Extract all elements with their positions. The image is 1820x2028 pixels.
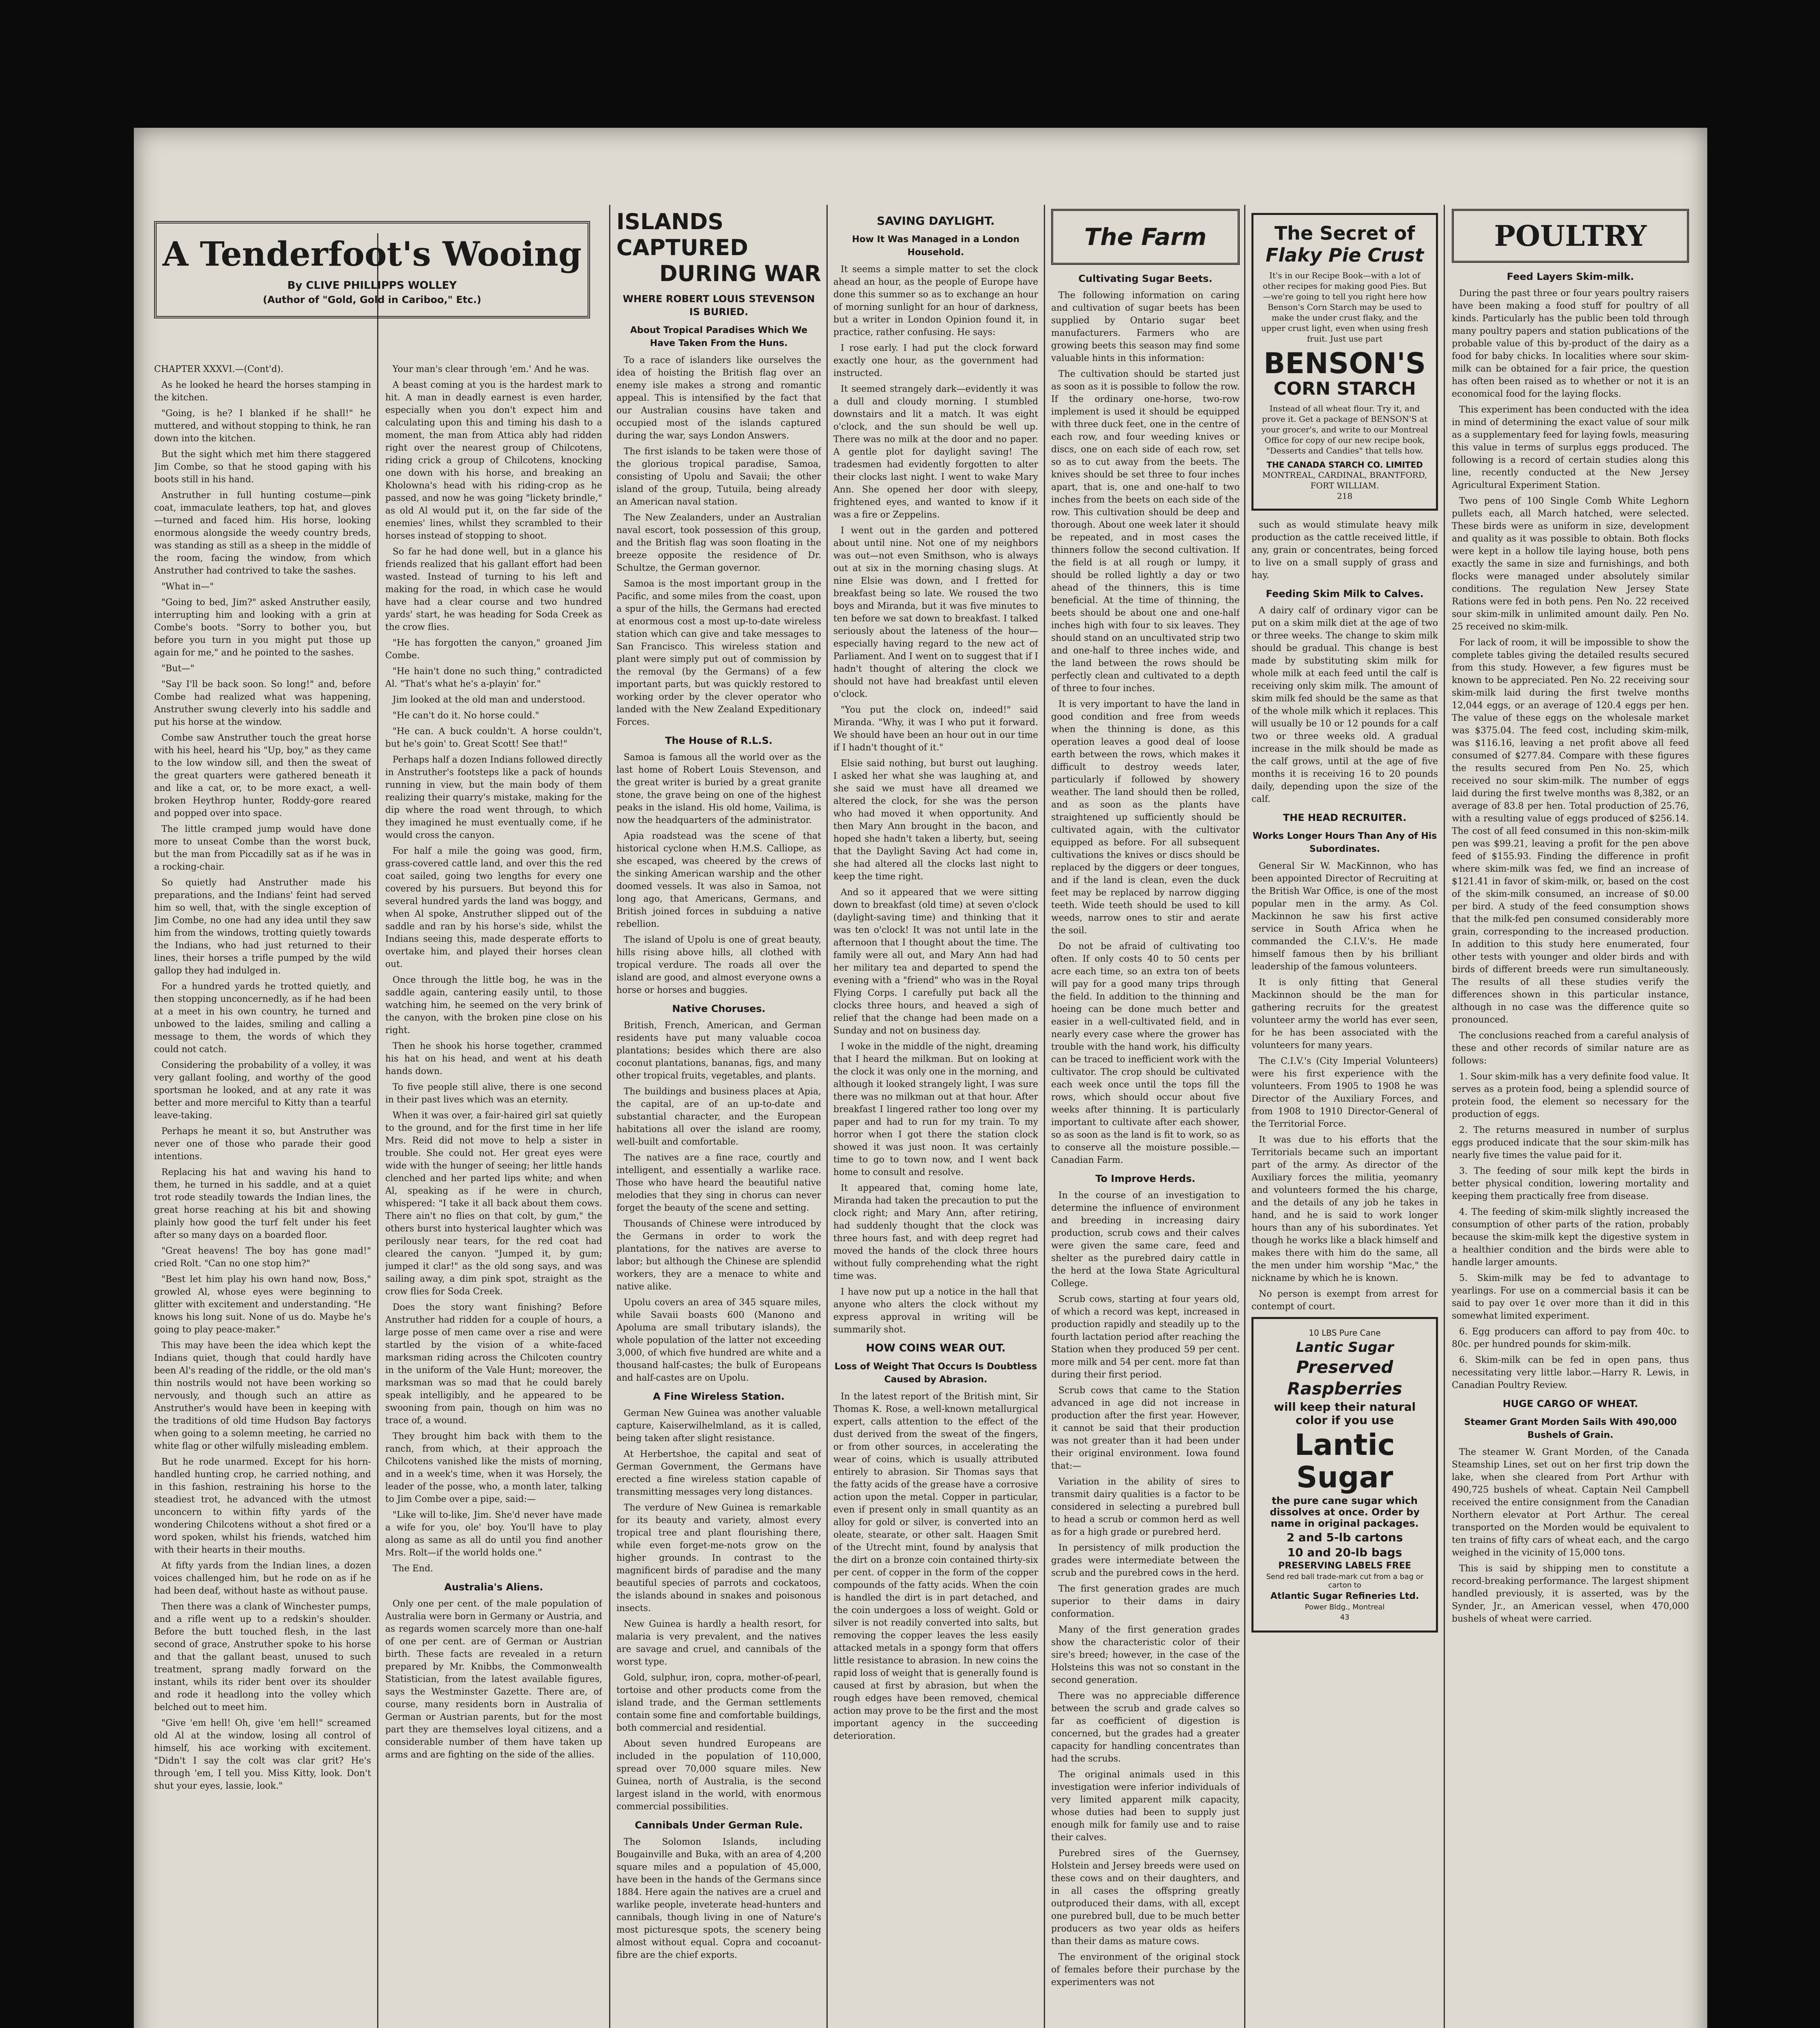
islands-deck: About Tropical Paradises Which We Have Taken From the Huns. <box>630 325 808 348</box>
story-paragraph: Then he shook his horse together, crammed his hat on his head, and went at his death hands down. <box>385 1041 602 1076</box>
rls-paragraph: The island of Upolu is one of great beauty, hills rising above hills, all clothed with tropical verdure. The roads all over the island are good, and almost everyone owns a horse or horses and buggies. <box>616 935 821 995</box>
story-title: A Tenderfoot's Wooing <box>162 235 582 274</box>
chapter-heading: CHAPTER XXXVI.—(Cont'd). <box>154 364 283 374</box>
herds-paragraph: The original animals used in this investigation were inferior individuals of very limited apparent milk capacity, whose duties had been to supply just enough milk for family use and to raise their calves. <box>1051 1770 1240 1843</box>
islands-paragraph: To a race of islanders like ourselves the idea of hoisting the British flag over an enemy isle makes a strong and romantic appeal. This is intensified by the fact that our Australian cousins have taken and occupied most of the islands captured during the war, says London Answers. <box>616 355 821 441</box>
poultry-paragraph: 5. Skim-milk may be fed to advantage to yearlings. For use on a commercial basis it can be said to pay over 1¢ over more than it did in this somewhat limited experiment. <box>1452 1273 1689 1321</box>
story-paragraph: "Great heavens! The boy has gone mad!" cried Rolt. "Can no one stop him?" <box>154 1246 371 1269</box>
herds-paragraph: Variation in the ability of sires to transmit dairy qualities is a factor to be considered in selecting a purebred bull to head a scrub or common herd as well as for a high grade or purebred herd. <box>1051 1477 1240 1537</box>
story-paragraph: "Going, is he? I blanked if he shall!" he muttered, and without stopping to think, he ran down into the kitchen. <box>154 408 371 444</box>
herds-paragraph: Scrub cows that came to the Station advanced in age did not increase in production after the first year. However, it cannot be said that their production was not greater than it had been under their original environment. Iowa found that:— <box>1051 1386 1240 1471</box>
story-paragraph: They brought him back with them to the ranch, from which, at their approach the Chilcotens vanished like the mists of morning, and in a week's time, when it was Horsely, the leader of the posse, who, a month later, talking to Jim Combe over a pipe, said:— <box>385 1431 602 1504</box>
farm-banner <box>1051 209 1240 265</box>
story-paragraph: "He can. A buck couldn't. A horse couldn't, but he's goin' to. Great Scott! See that!" <box>385 726 602 749</box>
benson-brand: BENSON'S <box>1263 347 1426 380</box>
lantic-box-label: 10 LBS Pure Cane <box>1309 1328 1381 1338</box>
story-paragraph: So far he had done well, but in a glance his friends realized that his gallant effort had been wasted. Instead of turning to his left and making for the road, in which case he would have had a clear course and two hundred yards' start, he was heading for Soda Creek as the crow flies. <box>385 547 602 632</box>
poultry-column <box>1452 209 1689 2028</box>
natives-title: Native Choruses. <box>672 1003 766 1014</box>
story-title-box <box>154 221 590 318</box>
daylight-deck: How It Was Managed in a London Household. <box>852 234 1019 258</box>
poultry-banner-title: POULTRY <box>1494 219 1647 253</box>
piecrust-body: It's in our Recipe Book—with a lot of other recipes for making good Pies. But—we're going to tell you right here how Benson's Corn Starch may be used to make the under crust flaky, and the upper crust light, even when using fresh fruit. Just use part <box>1261 271 1429 344</box>
story-paragraph: For a hundred yards he trotted quietly, and then stopping unconcernedly, as if he had been at a meet in his own country, he turned and unbowed to the laides, smiling and calling a message to them, the words of which they could not catch. <box>154 982 371 1055</box>
natives-paragraph: The buildings and business places at Apia, the capital, are of an up-to-date and substantial character, and the European habitations all over the island are roomy, well-built and comfortable. <box>616 1087 821 1147</box>
story-paragraph: To five people still alive, there is one second in their past lives which was an eternity. <box>385 1082 602 1105</box>
poultry-banner <box>1452 209 1689 263</box>
calves-title: Feeding Skim Milk to Calves. <box>1266 588 1424 599</box>
benson-ad <box>1251 213 1438 511</box>
islands-paragraph: Samoa is the most important group in the Pacific, and some miles from the coast, upon a spur of the hills, the Germans had erected at enormous cost a most up-to-date wireless station which can give and take messages to San Francisco. This wireless station and plant were simply put out of commission by the removal (by the Germans) of a few important parts, but was quickly restored to working order by the clever operator who landed with the New Zealand Expeditionary Forces. <box>616 579 821 727</box>
story-paragraph: "Give 'em hell! Oh, give 'em hell!" screamed old Al at the window, losing all control of himself, his ace working with excitement. "Didn't I say the colt was clar grit? He's through 'em, I tell you. Miss Kitty, look. Don't shut your eyes, lassie, look." <box>154 1718 371 1791</box>
herds-paragraph: The environment of the original stock of females before their purchase by the experimenters was not <box>1051 1952 1240 1987</box>
daylight-paragraph: It appeared that, coming home late, Miranda had taken the precaution to put the clock right; and Mary Ann, after retiring, had suddenly thought that the clock was three hours fast, and with deep regret had moved the hands of the clock three hours without fully comprehending what the right time was. <box>833 1183 1038 1281</box>
wireless-paragraph: New Guinea is hardly a health resort, for malaria is very prevalent, and the natives are savage and cruel, and cannibals of the worst type. <box>616 1619 821 1667</box>
lantic-line1: Preserved <box>1296 1357 1393 1377</box>
poultry-paragraph: 3. The feeding of sour milk kept the birds in better physical condition, lowering mortality and keeping them practically free from disease. <box>1452 1166 1689 1201</box>
newspaper-page <box>134 128 1707 2028</box>
story-paragraph: Does the story want finishing? Before Anstruther had ridden for a couple of hours, a large posse of men came over a rise and were startled by the vision of a white-faced marksman riding across the Chilcoten country in the uniform of the Vale Hunt; moreover, the marksman was so mad that he could barely speak intelligibly, and he appeared to be swooning from pain, though on him was no trace of, a wound. <box>385 1302 602 1426</box>
farm-banner-title: The Farm <box>1084 223 1207 251</box>
daylight-paragraph: "You put the clock on, indeed!" said Miranda. "Why, it was I who put it forward. We should have been an hour out in our time if I hadn't thought of it." <box>833 705 1038 753</box>
story-paragraph: "Going to bed, Jim?" asked Anstruther easily, interrupting him and looking with a grin at Combe's boots. "Sorry to bother you, but before you turn in you might put those up again for me," and he pointed to the sashes. <box>154 597 371 658</box>
story-paragraph: Perhaps half a dozen Indians followed directly in Anstruther's footsteps like a pack of hounds running in view, but the main body of them realizing their quarry's mistake, making for the dip where the road went through, to which they imagined he must eventually come, if he would cross the canyon. <box>385 755 602 840</box>
coins-deck: Loss of Weight That Occurs Is Doubtless Caused by Abrasion. <box>834 1362 1037 1385</box>
story-paragraph: But he rode unarmed. Except for his horn-handled hunting crop, he carried nothing, and in this fashion, restraining his horse to the steadiest trot, he advanced with the utmost unconcern to within fifty yards of the wondering Chilcotens without a shot fired or a word spoken, whilst his friends, watched him with their hearts in their mouths. <box>154 1457 371 1555</box>
wireless-paragraph: About seven hundred Europeans are included in the population of 110,000, spread over 70,000 square miles. New Guinea, north of Australia, is the second largest island in the world, with enormous commercial possibilities. <box>616 1739 821 1812</box>
story-paragraph: Perhaps he meant it so, but Anstruther was never one of those who parade their good intentions. <box>154 1126 371 1162</box>
natives-paragraph: British, French, American, and German residents have put many valuable cocoa plantations; besides which there are also coconut plantations, bananas, figs, and many other tropical fruits, vegetables, and plants. <box>616 1020 821 1081</box>
daylight-column <box>833 209 1038 2028</box>
story-paragraph: The little cramped jump would have done more to unseat Combe than the worst buck, but the man from Piccadilly sat as if he was in a rocking-chair. <box>154 824 371 872</box>
story-paragraph: When it was over, a fair-haired girl sat quietly to the ground, and for the first time in her life Mrs. Reid did not move to help a sister in trouble. She could not. Her great eyes were wide with the hunger of seeing; her little hands clenched and her parted lips white; and when Al, speaking as if he were in church, whispered: "I take it all back about them cows. There ain't no flies on that colt, by gum," the others burst into hysterical laughter which was perilously near tears, for the red coat had cleared the canyon. "Jumped it, by gum; jumped it clar!" as the old song says, and was sailing away, a dim pink spot, straight as the crow flies for Soda Creek. <box>385 1111 602 1297</box>
story-credit: (Author of "Gold, Gold in Cariboo," Etc.) <box>263 294 481 305</box>
daylight-paragraph: I woke in the middle of the night, dreaming that I heard the milkman. But on looking at the clock it was only one in the morning, and although it looked strangely light, I was sure there was no milkman out at that hour. After breakfast I lingered rather too long over my paper and had to run for my train. To my horror when I got there the station clock showed it was just noon. It was certainly time to go to town now, and I went back home to consult and resolve. <box>833 1042 1038 1177</box>
daylight-paragraph: I went out in the garden and pottered about until nine. Not one of my neighbors was out—not even Smithson, who is always out at six in the morning chasing slugs. At nine Elsie was down, and I fretted for breakfast being so late. We roused the two boys and Miranda, but it was five minutes to ten before we sat down to breakfast. I talked seriously about the lateness of the hour—especially having regard to the new act of Parliament. And I went on to suggest that if I hadn't thought of altering the clock we should not have had breakfast until eleven o'clock. <box>833 526 1038 699</box>
benson-product: CORN STARCH <box>1273 378 1416 399</box>
piecrust-title-1: The Secret of <box>1274 222 1415 244</box>
coins-paragraph: In the latest report of the British mint, Sir Thomas K. Rose, a well-known metallurgical expert, calls attention to the effect of the dust derived from the sweat of the fingers, or from other sources, in accelerating the wear of coins, which is usually attributed entirely to abrasion. Sir Thomas says that the fatty acids of the grease have a corrosive action upon the metal. Copper in particular, even if present only in small quantity as an alloy for gold or silver, is converted into an oleate, stearate, or other salt. Haagen Smit of the Utrecht mint, found by analysis that the dirt on a bronze coin contained thirty-six per cent. of copper in the form of the copper compounds of the fatty acids. When the coin is handled the dirt is in part detached, and the coin undergoes a loss of weight. Gold or silver is not readily converted into salts, but removing the copper leaves the less easily attacked metals in a spongy form that offers little resistance to abrasion. In new coins the rapid loss of weight that is generally found is caused at first by abrasion, but when the rough edges have been removed, chemical action may prove to be the first and the most important agency in the succeeding deterioration. <box>833 1392 1038 1741</box>
recruiter-title: THE HEAD RECRUITER. <box>1283 812 1407 823</box>
daylight-paragraph: Elsie said nothing, but burst out laughing. I asked her what she was laughing at, and she said we must have all dreamed we altered the clock, for she was the person who had moved it when opportunity. And then Mary Ann brought in the bacon, and hoped she hadn't taken a liberty, but, seeing that the Daylight Saving Act had come in, she had altered all the clocks last night to keep the time right. <box>833 758 1038 882</box>
islands-title-1: ISLANDS CAPTURED <box>616 209 748 260</box>
beets-paragraph: The following information on caring and cultivation of sugar beets has been supplied by Ontario sugar beet manufacturers. Farmers who are growing beets this season may find some valuable hints in this information: <box>1051 290 1240 363</box>
recruiter-paragraph: The C.I.V.'s (City Imperial Volunteers) were his first experience with the volunteers. From 1905 to 1908 he was Director of the Auxiliary Forces, and from 1908 to 1910 Director-General of the Territorial Force. <box>1251 1056 1438 1129</box>
cannibals-paragraph: The Solomon Islands, including Bougainville and Buka, with an area of 4,200 square miles and a population of 45,000, have been in the hands of the Germans since 1884. Here again the natives are a cruel and warlike people, inveterate head-hunters and cannibals, though living in one of Nature's most picturesque spots, the scenery being almost without equal. Copra and cocoanut-fibre are the chief exports. <box>616 1837 821 1960</box>
lantic-tagline: the pure cane sugar which dissolves at once. Order by name in original packages. <box>1270 1495 1420 1529</box>
lantic-sizes1: 2 and 5-lb cartons <box>1286 1531 1403 1544</box>
lantic-labels-note: Send red ball trade-mark cut from a bag or carton to <box>1266 1573 1423 1590</box>
herds-paragraph: In persistency of milk production the grades were intermediate between the scrub and the purebred cows in the herd. <box>1051 1543 1240 1578</box>
story-paragraph: "Say I'll be back soon. So long!" and, before Combe had realized what was happening, Anstruther swung cleverly into his saddle and put his horse at the window. <box>154 679 371 727</box>
poultry-paragraph: The conclusions reached from a careful analysis of these and other records of similar nature are as follows: <box>1452 1031 1689 1066</box>
poultry-title: Feed Layers Skim-milk. <box>1507 271 1634 282</box>
poultry-paragraph: 2. The returns measured in number of surplus eggs produced indicate that the sour skim-milk has nearly five times the value paid for it. <box>1452 1125 1689 1160</box>
herds-title: To Improve Herds. <box>1095 1173 1195 1184</box>
lantic-labels: PRESERVING LABELS FREE <box>1278 1561 1411 1571</box>
story-column-1 <box>154 363 371 2028</box>
herds-paragraph: There was no appreciable difference between the scrub and grade calves so far as coefficient of digestion is concerned, but the grades had a greater capacity for handling concentrates than had the scrubs. <box>1051 1691 1240 1764</box>
poultry-paragraph: 6. Skim-milk can be fed in open pans, thus necessitating very little labor.—Harry R. Lewis, in Canadian Poultry Review. <box>1452 1355 1689 1390</box>
islands-title-2: DURING WAR <box>659 261 821 286</box>
herds-paragraph: Purebred sires of the Guernsey, Holstein and Jersey breeds were used on these cows and on their daughters, and in all cases the offspring greatly outproduced their dams, with all, except one purebred bull, due to be much better producers as two year olds as heifers than their dams as mature cows. <box>1051 1848 1240 1946</box>
herds-paragraph: In the course of an investigation to determine the influence of environment and breeding in increasing dairy production, scrub cows and their calves were given the same care, feed and shelter as the purebred dairy cattle in the herd at the Iowa State Agricultural College. <box>1051 1190 1240 1289</box>
daylight-title: SAVING DAYLIGHT. <box>877 214 995 228</box>
herds-paragraph: Scrub cows, starting at four years old, of which a record was kept, increased in production rapidly and steadily up to the fourth lactation period after reaching the Station when they produced 59 per cent. more milk and 54 per cent. more fat than during their first period. <box>1051 1294 1240 1380</box>
story-byline: By CLIVE PHILLIPPS WOLLEY <box>287 279 457 292</box>
poultry-paragraph: 6. Egg producers can afford to pay from 40c. to 80c. per hundred pounds for skim-milk. <box>1452 1327 1689 1349</box>
islands-subhead: WHERE ROBERT LOUIS STEVENSON IS BURIED. <box>622 293 815 318</box>
poultry-paragraph: Two pens of 100 Single Comb White Leghorn pullets each, all March hatched, were selected. These birds were as uniform in size, development and quality as it was possible to obtain. Both flocks were kept in a hollow tile laying house, both pens exactly the same in size and furnishings, and both flocks were managed under absolutely similar conditions. The regulation New Jersey State Rations were fed in both pens. Pen No. 22 received sour skim-milk in unlimited amount daily. Pen No. 25 received no skim-milk. <box>1452 496 1689 632</box>
story-paragraph: But the sight which met him there staggered Jim Combe, so that he stood gaping with his boots still in his hand. <box>154 449 371 485</box>
daylight-paragraph: It seemed strangely dark—evidently it was a dull and cloudy morning. I stumbled downstairs and lit a match. It was eight o'clock, and the sun should be well up. There was no milk at the door and no paper. A gentle plot for daylight saving! The tradesmen had evidently forgotten to alter their clocks last night. I went to wake Mary Ann. She opened her door with sleepy, frightened eyes, and wanted to know if it was a fire or Zeppelins. <box>833 384 1038 520</box>
calves-paragraph: A dairy calf of ordinary vigor can be put on a skim milk diet at the age of two or three weeks. The change to skim milk should be gradual. This change is best made by substituting skim milk for whole milk at each feed until the calf is receiving only skim milk. The amount of skim milk fed should be the same as that of the whole milk which it replaces. This will usually be 10 or 12 pounds for a calf two or three weeks old. A gradual increase in the milk should be made as the calf grows, until at the age of five months it is receiving 16 to 20 pounds daily, depending upon the size of the calf. <box>1251 606 1438 804</box>
rls-title: The House of R.L.S. <box>665 735 773 746</box>
poultry-paragraph: 1. Sour skim-milk has a very definite food value. It serves as a protein food, being a splendid source of protein food, the element so necessary for the production of eggs. <box>1452 1072 1689 1119</box>
story-column-2 <box>385 363 602 2028</box>
story-paragraph: The End. <box>393 1564 434 1574</box>
cannibals-title: Cannibals Under German Rule. <box>635 1820 803 1831</box>
natives-paragraph: The natives are a fine race, courtly and intelligent, and essentially a warlike race. Those who have heard the beautiful native melodies that they sing in chorus can never forget the beauty of the scene and setting. <box>616 1153 821 1213</box>
ads-column <box>1251 209 1438 2028</box>
column-rule <box>826 205 828 2028</box>
daylight-paragraph: It seems a simple matter to set the clock ahead an hour, as the people of Europe have done this summer so as to exchange an hour of morning sunlight for an hour of darkness, but a writer in London Opinion found it, in practice, rather confusing. He says: <box>833 264 1038 337</box>
benson-cities: MONTREAL, CARDINAL, BRANTFORD, FORT WILLIAM. <box>1262 470 1427 490</box>
story-paragraph: Anstruther in full hunting costume—pink coat, immaculate leathers, top hat, and gloves—turned and faced him. His horse, looking enormous alongside the weedy country breds, was standing as still as a sheep in the middle of the room, facing the window, from which Anstruther had contrived to take the sashes. <box>154 490 371 576</box>
calves-lead: such as would stimulate heavy milk production as the cattle received little, if any, grain or concentrates, being forced to live on a small supply of grass and hay. <box>1251 520 1438 580</box>
lantic-company: Atlantic Sugar Refineries Ltd. <box>1270 1591 1419 1601</box>
wireless-title: A Fine Wireless Station. <box>653 1391 785 1402</box>
story-paragraph: As he looked he heard the horses stamping in the kitchen. <box>154 380 371 403</box>
islands-paragraph: The first islands to be taken were those of the glorious tropical paradise, Samoa, consisting of Upolu and Savaii; the other island of the group, Tutuila, being already an American naval station. <box>616 447 821 507</box>
daylight-paragraph: And so it appeared that we were sitting down to breakfast (old time) at seven o'clock (daylight-saving time) and thinking that it was ten o'clock! It was not until late in the afternoon that I thought about the time. The family were all out, and Mary Ann had had her military tea and departed to spend the evening with a "friend" who was in the Royal Flying Corps. I carefully put back all the clocks three hours, and heaved a sigh of relief that the change had been made on a Sunday and not on business day. <box>833 887 1038 1036</box>
islands-column <box>616 209 821 2028</box>
piecrust-title-2: Flaky Pie Crust <box>1265 244 1424 266</box>
lantic-brand: Lantic Sugar <box>1294 1428 1395 1494</box>
story-paragraph: "He can't do it. No horse could." <box>393 711 539 721</box>
story-paragraph: "But—" <box>161 664 195 674</box>
story-paragraph: "What in—" <box>161 582 214 592</box>
recruiter-paragraph: General Sir W. MacKinnon, who has been appointed Director of Recruiting at the British War Office, is one of the most popular men in the army. As Col. Mackinnon he saw his first active service in South Africa when he commanded the C.I.V.'s. He made himself famous then by his brilliant leadership of the famous volunteers. <box>1251 861 1438 972</box>
column-rule <box>1044 205 1045 2028</box>
recruiter-paragraph: It was due to his efforts that the Territorials became such an important part of the army. As director of the Auxiliary forces the militia, yeomanry and volunteers formed the his charge, and the details of any job he takes in hand, and he is said to work longer hours than any of his subordinates. Yet though he works like a black himself and makes there with him do the same, all the men under him worship "Mac," the nickname by which he is known. <box>1251 1135 1438 1283</box>
cargo-title: HUGE CARGO OF WHEAT. <box>1502 1398 1638 1409</box>
wireless-paragraph: At Herbertshoe, the capital and seat of German Government, the Germans have erected a fine wireless station capable of transmitting messages very long distances. <box>616 1449 821 1497</box>
natives-paragraph: Upolu covers an area of 345 square miles, while Savaii boasts 600 (Manono and Apoluma are small tributary islands), the whole population of the latter not exceeding 3,000, of which five hundred are white and a thousand half-castes; the bulk of Europeans and half-castes are on Upolu. <box>616 1298 821 1383</box>
column-rule <box>377 233 378 2028</box>
story-paragraph: Once through the little bog, he was in the saddle again, cantering easily until, to those watching him, he seemed on the very brink of the canyon, with the broken pine close on his right. <box>385 975 602 1035</box>
cargo-paragraph: This is said by shipping men to constitute a record-breaking performance. The largest shipment handled previously, it is asserted, was by the Synder, Jr., an American vessel, when 470,000 bushels of wheat were carried. <box>1452 1564 1689 1624</box>
lantic-sizes2: 10 and 20-lb bags <box>1287 1546 1402 1559</box>
story-paragraph: "He has forgotten the canyon," groaned Jim Combe. <box>385 638 602 661</box>
column-rule <box>1244 205 1245 2028</box>
cargo-deck: Steamer Grant Morden Sails With 490,000 Bushels of Grain. <box>1464 1417 1677 1440</box>
story-paragraph: Considering the probability of a volley, it was very gallant fooling, and worthy of the good sportsman he looked, and at any rate it was better and more merciful to Kitty than a tearful leave-taking. <box>154 1060 371 1121</box>
recruiter-paragraph: No person is exempt from arrest for contempt of court. <box>1251 1289 1438 1312</box>
lantic-code: 43 <box>1340 1613 1350 1622</box>
beets-paragraph: It is very important to have the land in good condition and free from weeds when the thinning is done, as this operation leaves a good deal of loose earth between the rows, which makes it difficult to destroy weeds later, particularly if followed by showery weather. The land should then be rolled, and as soon as the plants have straightened up sufficiently should be cultivated again, with the cultivator equipped as before. For all subsequent cultivations the knives or discs should be replaced by the diggers or deer tongues, and if the land is clean, even the duck feet may be replaced by narrow digging teeth. Wide teeth should be used to kill weeds, narrow ones to stir and aerate the soil. <box>1051 699 1240 936</box>
poultry-paragraph: 4. The feeding of skim-milk slightly increased the consumption of other parts of the ration, probably because the skim-milk kept the digestive system in a healthier condition and the birds were able to handle larger amounts. <box>1452 1207 1689 1268</box>
aliens-title: Australia's Aliens. <box>444 1581 543 1593</box>
wireless-paragraph: Gold, sulphur, iron, copra, mother-of-pearl, tortoise and other products come from the island trade, and the German settlements contain some fine and comfortable buildings, both commercial and residential. <box>616 1673 821 1733</box>
recruiter-paragraph: It is only fitting that General Mackinnon should be the man for gathering recruits for the greatest volunteer army the world has ever seen, for he has been associated with the volunteers for many years. <box>1251 977 1438 1051</box>
lantic-address: Power Bldg., Montreal <box>1305 1603 1385 1611</box>
beets-paragraph: Do not be afraid of cultivating too often. If only costs 40 to 50 cents per acre each time, so an extra ton of beets will pay for a good many trips through the field. In addition to the thinning and hoeing can be done much better and easier in a well-cultivated field, and in nearly every case where the grower has trouble with the hand work, his difficulty can be traced to inefficient work with the cultivator. The crop should be cultivated each week once until the tops fill the rows, which should occur about five weeks after thinning. It is particularly important to cultivate after each shower, so as soon as the land is fit to work, so as to conserve all the moisture possible.—Canadian Farm. <box>1051 941 1240 1165</box>
wireless-paragraph: The verdure of New Guinea is remarkable for its beauty and variety, almost every tropical tree and plant flourishing there, while even forget-me-nots grow on the higher grounds. In contrast to the magnificent birds of paradise and the many beautiful species of parrots and cockatoos, the islands abound in snakes and poisonous insects. <box>616 1503 821 1613</box>
rls-paragraph: Apia roadstead was the scene of that historical cyclone when H.M.S. Calliope, as she escaped, was cheered by the crews of the sinking American warship and the other doomed vessels. It was also in Samoa, not long ago, that Americans, Germans, and British joined forces in subduing a native rebellion. <box>616 831 821 929</box>
lantic-line2: Raspberries <box>1287 1379 1402 1399</box>
benson-company: THE CANADA STARCH CO. LIMITED <box>1266 460 1423 470</box>
story-paragraph: For half a mile the going was good, firm, grass-covered cattle land, and over this the red coat sailed, going two lengths for every one covered by his pursuers. But beyond this for several hundred yards the land was boggy, and when Al spoke, Anstruther slipped out of the saddle and ran by his horse's side, whilst the Indians seeing this, made desperate efforts to overtake him, and played their horses clean out. <box>385 846 602 969</box>
story-paragraph: So quietly had Anstruther made his preparations, and the Indians' feint had served him so well, that, with the single exception of Jim Combe, no one had any idea until they saw him from the windows, trotting quietly towards the Indians, who had just returned to their lines, their horses a trifle pumped by the wild gallop they had indulged in. <box>154 878 371 976</box>
lantic-ad <box>1251 1317 1438 1633</box>
column-rule <box>609 205 610 2028</box>
poultry-paragraph: During the past three or four years poultry raisers have been making a food stuff for poultry of all kinds. Particularly has the public been told through many poultry papers and station publications of the probable value of this by-product of the dairy as a food for baby chicks. In localities where sour skim-milk can be obtained for a fair price, the question has often been raised as to whether or not it is an economical food for the laying flocks. <box>1452 288 1689 399</box>
beets-paragraph: The cultivation should be started just as soon as it is possible to follow the row. If the ordinary one-horse, two-row implement is used it should be equipped with three duck feet, one in the centre of each row, and four weeding knives or discs, one on each side of each row, set so as to cut away from the beets. The knives should be set three to four inches apart, that is, one and one-half to two inches from the beets on each side of the row. This cultivation should be deep and thorough. About one week later it should be repeated, and in most cases the thinners follow the second cultivation. If the field is at all rough or lumpy, it should be rolled lightly a day or two ahead of the thinners, this is time beneficial. At the time of thinning, the beets should be about one and one-half inches high with four to six leaves. They should stand on an uncultivated strip two and one-half to three inches wide, and the land between the rows should be perfectly clean and cultivated to a depth of three to four inches. <box>1051 369 1240 694</box>
herds-paragraph: Many of the first generation grades show the characteristic color of their sire's breed; however, in the case of the Holsteins this was not so constant in the second generation. <box>1051 1625 1240 1685</box>
story-paragraph: Replacing his hat and waving his hand to them, he turned in his saddle, and at a quiet trot rode steadily towards the Indian lines, the great horse reaching at his bit and showing plainly how good the turf felt under his feet after so many days on a boarded floor. <box>154 1167 371 1240</box>
islands-paragraph: The New Zealanders, under an Australian naval escort, took possession of this group, and the British flag was soon floating in the breeze opposite the residence of Dr. Schultze, the German governor. <box>616 513 821 573</box>
herds-paragraph: The first generation grades are much superior to their dams in dairy conformation. <box>1051 1584 1240 1619</box>
beets-title: Cultivating Sugar Beets. <box>1078 273 1213 284</box>
poultry-paragraph: For lack of room, it will be impossible to show the complete tables giving the detailed results secured from this study. However, a few figures must be known to be appreciated. Pen No. 22 receiving sour skim-milk laid during the first twelve months 12,044 eggs, or an average of 120.4 eggs per hen. The value of these eggs on the wholesale market was $375.04. The feed cost, including skim-milk, was $116.16, leaving a net profit above all feed consumed of $277.84. Compare with these figures the results secured from Pen No. 25, which received no sour skim-milk. The number of eggs laid during the first twelve months was 8,382, or an average of 83.8 per hen. Total production of 25.76, with a resulting value of eggs produced of $256.14. The cost of all feed consumed in this non-skim-milk pen was $99.21, leaving a profit for the pen above feed of $155.93. Finding the difference in profit where skim-milk was fed, we find an increase of $121.41 in favor of skim-milk, or, based on the cost of the skim-milk consumed, an increase of $0.00 per bird. A study of the feed consumption shows that the milk-fed pen consumed considerably more grain, corresponding to the increased production. In addition to this study here enumerated, four other tests with younger and older birds and with birds of different breeds were run simultaneously. The results of all these studies verify the differences shown in this particular instance, although in no case was the difference quite so pronounced. <box>1452 638 1689 1025</box>
story-paragraph: At fifty yards from the Indian lines, a dozen voices challenged him, but he rode on as if he had been deaf, without haste as without pause. <box>154 1561 371 1596</box>
aliens-paragraph: Only one per cent. of the male population of Australia were born in Germany or Austria, and as regards women scarcely more than one-half of one per cent. are of German or Austrian birth. These facts are revealed in a return prepared by Mr. Knibbs, the Commonwealth Statistician, from the latest available figures, says the Westminster Gazette. There are, of course, many residents born in Australia of German or Austrian parents, but for the most part they are themselves loyal citizens, and a considerable number of them have taken up arms and are fighting on the side of the allies. <box>385 1599 602 1760</box>
cargo-paragraph: The steamer W. Grant Morden, of the Canada Steamship Lines, set out on her first trip down the lake, when she cleared from Port Arthur with 490,725 bushels of wheat. Captain Neil Campbell received the entire consignment from the Canadian Northern elevator at Port Arthur. The cereal transported on the Morden would be equivalent to ten trains of fifty cars of wheat each, and the cargo weighed in the vicinity of 15,000 tons. <box>1452 1447 1689 1558</box>
story-paragraph: Then there was a clank of Winchester pumps, and a rifle went up to a redskin's shoulder. Before the butt touched flesh, in the last second of grace, Anstruther spoke to his horse and that the gallant beast, unused to such treatment, sprang madly forward on the instant, whils its rider bent over its shoulder and rode it headlong into the volley which belched out to meet him. <box>154 1602 371 1712</box>
column-rule <box>1444 205 1445 2028</box>
daylight-paragraph: I rose early. I had put the clock forward exactly one hour, as the government had instructed. <box>833 343 1038 378</box>
coins-title: HOW COINS WEAR OUT. <box>866 1342 1006 1354</box>
story-paragraph: "He hain't done no such thing," contradicted Al. "That's what he's a-playin' for." <box>385 666 602 689</box>
rls-paragraph: Samoa is famous all the world over as the last home of Robert Louis Stevenson, and the great writer is buried by a great granite stone, the grave being on one of the highest peaks in the island. His old home, Vailima, is now the headquarters of the administrator. <box>616 752 821 825</box>
poultry-paragraph: This experiment has been conducted with the idea in mind of determining the exact value of sour milk as a supplementary feed for laying fowls, measuring this value in terms of surplus eggs produced. The following is a record of certain studies along this line, recently conducted at the New Jersey Agricultural Experiment Station. <box>1452 405 1689 490</box>
story-paragraph: "Best let him play his own hand now, Boss," growled Al, whose eyes were beginning to glitter with excitement and understanding. "He knows his long suit. None of us do. Maybe he's going to play peace-maker." <box>154 1274 371 1335</box>
farm-column <box>1051 209 1240 2028</box>
recruiter-deck: Works Longer Hours Than Any of His Subordinates. <box>1252 831 1437 854</box>
benson-instructions: Instead of all wheat flour. Try it, and prove it. Get a package of BENSON'S at your grocer's, and write to our Montreal Office for copy of our new recipe book, "Desserts and Candies" that tells how. <box>1261 404 1428 455</box>
wireless-paragraph: German New Guinea was another valuable capture, Kaiserwilhelmland, as it is called, being taken after slight resistance. <box>616 1408 821 1444</box>
story-paragraph: Jim looked at the old man and understood. <box>393 695 586 705</box>
story-paragraph: A beast coming at you is the hardest mark to hit. A man in deadly earnest is even harder, especially when you don't expect him and calculating upon this and timing his dash to a moment, the man from Attica ably had ridden right over the nearest group of Chilcotens, riding crick a group of Chilcotens, knocking one down with his horse, and breaking an Kholowna's head with his riding-crop as he passed, and now he was going "lickety brindle," as old Al would put it, on the far side of the enemies' lines, whilst they scrambled to their horses instead of stopping to shoot. <box>385 380 602 541</box>
story-paragraph: Combe saw Anstruther touch the great horse with his heel, heard his "Up, boy," as they came to the low window sill, and then the sweat of the great quarters were gathered beneath it and like a cat, or, to be more exact, a well-broken Heythrop hunter, Roddy-gore reared and popped over into space. <box>154 733 371 819</box>
story-paragraph: Your man's clear through 'em.' And he was. <box>393 364 589 374</box>
lantic-line3: will keep their natural color if you use <box>1274 1400 1416 1427</box>
story-paragraph: This may have been the idea which kept the Indians quiet, though that could hardly have been Al's reading of the riddle, or the old man's thin nostrils would not have been working so nervously, and though such an attire as Anstruther's would have been in keeping with the traditions of old time Hudson Bay factorys when going to a solemn meeting, he carried no white flag or other wilfully misleading emblem. <box>154 1341 371 1451</box>
benson-code: 218 <box>1337 491 1353 501</box>
story-paragraph: "Like will to-like, Jim. She'd never have made a wife for you, ole' boy. You'll have to play along as same as all do until you find another Mrs. Rolt—if the world holds one." <box>385 1510 602 1558</box>
lantic-box-brand: Lantic Sugar <box>1296 1339 1394 1356</box>
daylight-paragraph: I have now put up a notice in the hall that anyone who alters the clock without my express approval in writing will be summarily shot. <box>833 1287 1038 1335</box>
natives-paragraph: Thousands of Chinese were introduced by the Germans in order to work the plantations, for the natives are averse to labor; but although the Chinese are splendid workers, they are a menace to white and native alike. <box>616 1219 821 1292</box>
